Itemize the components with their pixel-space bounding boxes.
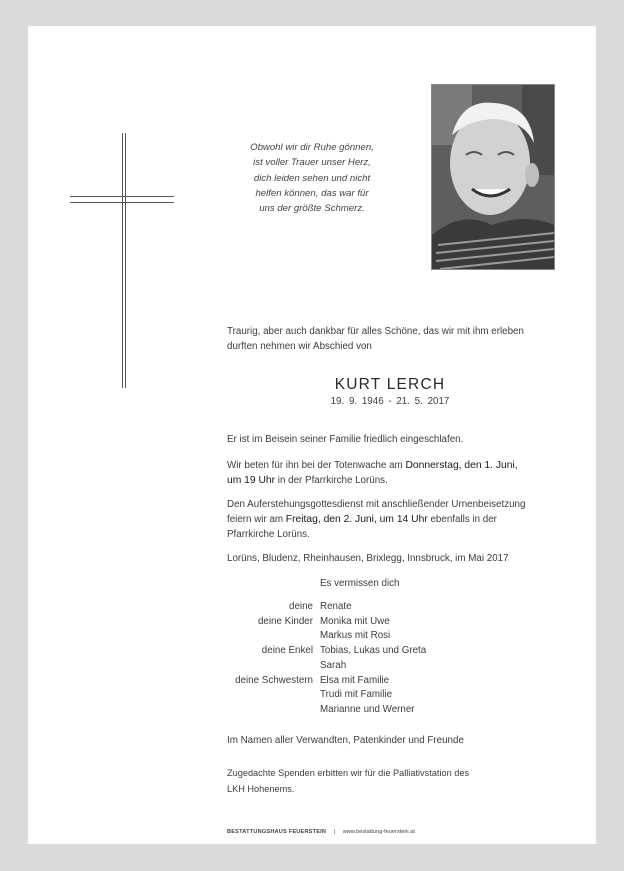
survivor-name: Monika mit Uwe — [320, 616, 390, 627]
poem-line: dich leiden sehen und nicht — [253, 172, 371, 184]
paragraph-wake — [227, 458, 518, 488]
closing-names-text: Im Namen aller Verwandten, Patenkinder und Freunde — [227, 735, 464, 746]
donation-line: LKH Hohenems. — [227, 783, 295, 794]
survivor-name: Sarah — [320, 660, 347, 671]
places-line — [227, 551, 509, 566]
poem-line: helfen können, das war für — [255, 187, 369, 199]
survivor-name: Elsa mit Familie — [320, 675, 390, 686]
survivor-relation: deine Schwestern — [235, 675, 313, 686]
donation-note — [227, 766, 469, 797]
deceased-name: KURT LERCH — [334, 376, 446, 393]
life-dates: 19. 9. 1946 - 21. 5. 2017 — [330, 396, 450, 407]
survivor-name: Tobias, Lukas und Greta — [320, 645, 427, 656]
missing-line — [320, 576, 400, 591]
wake-date: Donnerstag, den 1. Juni, — [405, 460, 518, 471]
poem-line: Obwohl wir dir Ruhe gönnen, — [250, 142, 374, 153]
survivor-relation: deine Kinder — [257, 616, 313, 627]
service-line: Den Auferstehungsgottesdienst mit anschließender Urnenbeisetzung — [227, 499, 526, 510]
passed-line: Er ist im Beisein seiner Familie friedlich eingeschlafen. — [227, 434, 464, 445]
survivor-name: Renate — [320, 601, 352, 612]
intro-text — [227, 324, 524, 354]
portrait-image — [432, 85, 554, 269]
poem-line: uns der größte Schmerz. — [259, 203, 365, 215]
footer-brand: BESTATTUNGSHAUS FEUERSTEIN — [227, 829, 327, 835]
footer-separator: | — [333, 829, 336, 835]
poem — [232, 140, 392, 216]
paragraph-passed — [227, 432, 463, 447]
donation-line: Zugedachte Spenden erbitten wir für die Palliativstation des — [227, 768, 470, 778]
intro-line: Traurig, aber auch dankbar für alles Schöne, das wir mit ihm erleben — [227, 326, 524, 337]
survivor-name: Trudi mit Familie — [320, 689, 393, 700]
places-date: Lorüns, Bludenz, Rheinhausen, Brixlegg, Innsbruck, im Mai 2017 — [227, 553, 509, 564]
survivor-relation: deine — [289, 601, 313, 612]
cross-symbol — [70, 133, 174, 388]
survivor-relation: deine Enkel — [261, 645, 313, 656]
footer — [227, 829, 415, 835]
wake-place: in der Pfarrkirche Lorüns. — [275, 475, 388, 486]
survivor-name: Marianne und Werner — [320, 704, 415, 715]
survivor-name: Markus mit Rosi — [320, 630, 391, 641]
paragraph-service — [227, 497, 525, 542]
service-place: Pfarrkirche Lorüns. — [227, 529, 310, 540]
service-text-2: ebenfalls in der — [427, 514, 497, 525]
wake-time: um 19 Uhr — [227, 475, 276, 486]
poem-line: ist voller Trauer unser Herz, — [253, 157, 371, 169]
missing-text: Es vermissen dich — [320, 578, 400, 589]
service-date: Freitag, den 2. Juni, um 14 Uhr — [285, 514, 428, 525]
service-text: feiern wir am — [227, 514, 286, 525]
portrait-photo — [431, 84, 555, 270]
closing-names — [227, 733, 464, 748]
intro-line: durften nehmen wir Abschied von — [227, 341, 372, 352]
wake-text: Wir beten für ihn bei der Totenwache am — [227, 460, 406, 471]
footer-url[interactable]: www.bestattung-feuerstein.at — [342, 829, 415, 835]
